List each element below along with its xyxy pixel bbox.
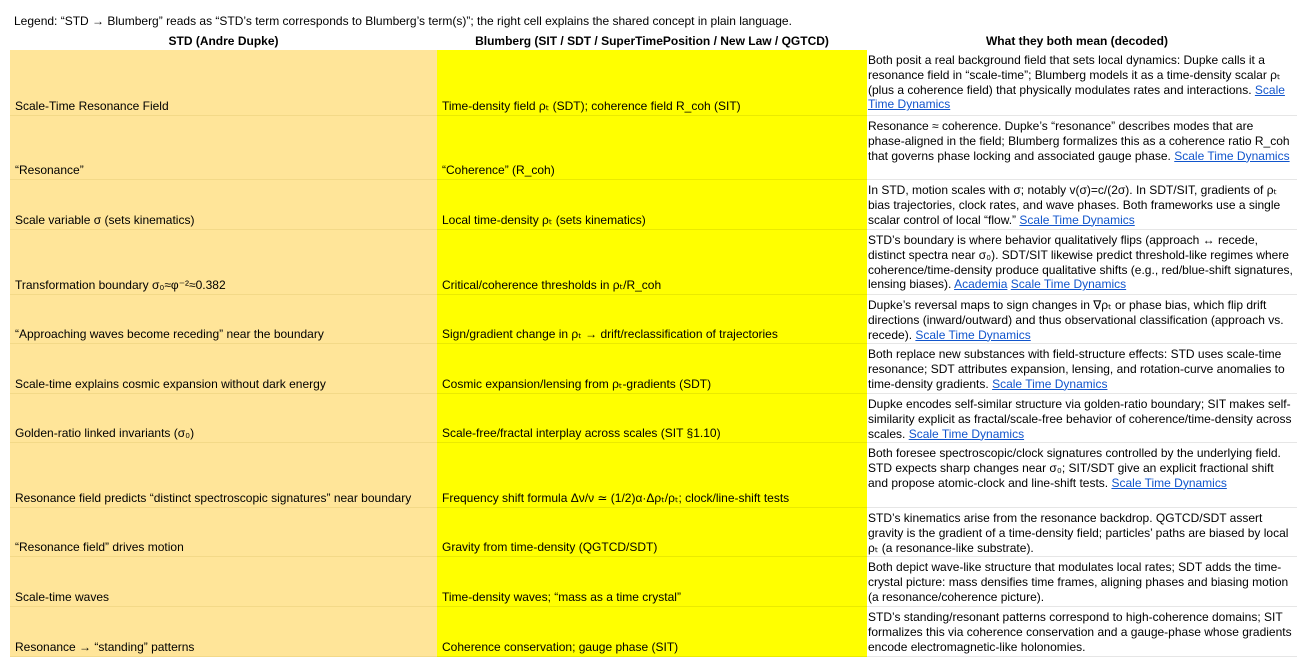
meaning-text: STD’s standing/resonant patterns correspond to high-coherence domains; SIT formalizes this via coherence conservation and a gauge-phase whose gradients encode electromagnetic-like holonomies. xyxy=(868,610,1292,654)
meaning-text: Resonance ≈ coherence. Dupke’s “resonance” describes modes that are phase-aligned in the field; Blumberg formalizes this as a coherence ratio R_coh that governs phase locking and associated gauge phase. xyxy=(868,119,1290,163)
table-row xyxy=(0,443,1300,508)
meaning-cell xyxy=(867,295,1297,344)
comparison-table xyxy=(0,50,1300,657)
std-term-cell: Scale-Time Resonance Field xyxy=(10,50,437,116)
table-row xyxy=(0,180,1300,230)
blumberg-term-cell: Sign/gradient change in ρₜ → drift/reclassification of trajectories xyxy=(437,295,867,344)
header-std: STD (Andre Dupke) xyxy=(168,34,279,48)
blumberg-term-cell: Time-density waves; “mass as a time crystal” xyxy=(437,557,867,607)
table-row xyxy=(0,230,1300,295)
source-link[interactable]: Scale Time Dynamics xyxy=(1010,277,1127,292)
source-link[interactable]: Academia xyxy=(954,277,1008,292)
meaning-cell xyxy=(867,508,1297,557)
std-term-cell: Scale variable σ (sets kinematics) xyxy=(10,180,437,230)
meaning-cell xyxy=(867,443,1297,508)
table-row xyxy=(0,508,1300,557)
source-link[interactable]: Scale Time Dynamics xyxy=(908,426,1025,441)
std-term-cell: Resonance field predicts “distinct spectroscopic signatures” near boundary xyxy=(10,443,437,508)
meaning-cell xyxy=(867,344,1297,394)
source-link[interactable]: Scale Time Dynamics xyxy=(1019,212,1135,227)
std-term-cell: Golden-ratio linked invariants (σ₀) xyxy=(10,394,437,443)
std-term-cell: “Resonance field” drives motion xyxy=(10,508,437,557)
std-term-cell: Transformation boundary σ₀≈φ⁻²≈0.382 xyxy=(10,230,437,295)
meaning-cell xyxy=(867,116,1297,180)
meaning-cell xyxy=(867,180,1297,230)
table-row xyxy=(0,557,1300,607)
source-link[interactable]: Scale Time Dynamics xyxy=(868,82,1285,112)
source-link[interactable]: Scale Time Dynamics xyxy=(1111,475,1227,490)
meaning-cell xyxy=(867,50,1297,116)
blumberg-term-cell: Coherence conservation; gauge phase (SIT) xyxy=(437,607,867,657)
meaning-text: Both foresee spectroscopic/clock signatures controlled by the underlying field. STD expects sharp changes near σ₀; SIT/SDT give an explicit fractional shift and propose atomic-clock and line-shift tests. xyxy=(868,446,1281,490)
blumberg-term-cell: Critical/coherence thresholds in ρₜ/R_coh xyxy=(437,230,867,295)
source-link[interactable]: Scale Time Dynamics xyxy=(1174,148,1290,163)
blumberg-term-cell: Cosmic expansion/lensing from ρₜ-gradients (SDT) xyxy=(437,344,867,394)
table-row xyxy=(0,295,1300,344)
meaning-text: In STD, motion scales with σ; notably v(σ)=c/(2σ). In SDT/SIT, gradients of ρₜ bias trajectories, clock rates, and wave phases. Both frameworks use a single scalar control of local “flow.” xyxy=(868,183,1281,227)
meaning-text: Both depict wave-like structure that modulates local rates; SDT adds the time-crystal picture: mass densifies time frames, aligning phases and biasing motion (a resonance/coherence picture). xyxy=(868,560,1289,604)
meaning-text: Dupke encodes self-similar structure via golden-ratio boundary; SIT makes self-similarity explicit as fractal/scale-free behavior of coherence/time-density across scales. xyxy=(868,397,1292,441)
table-row xyxy=(0,394,1300,443)
legend-text: Legend: “STD → Blumberg” reads as “STD’s term corresponds to Blumberg’s term(s)”; the right cell explains the shared concept in plain language. xyxy=(14,14,792,28)
blumberg-term-cell: Gravity from time-density (QGTCD/SDT) xyxy=(437,508,867,557)
blumberg-term-cell: “Coherence” (R_coh) xyxy=(437,116,867,180)
blumberg-term-cell: Frequency shift formula Δν/ν ≃ (1/2)α·Δρₜ/ρₜ; clock/line-shift tests xyxy=(437,443,867,508)
meaning-text: Both posit a real background field that sets local dynamics: Dupke calls it a resonance field in “scale-time”; Blumberg models it as a time-density scalar ρₜ (plus a coherence field) that physically modulates rates and interactions. xyxy=(868,53,1281,97)
table-row xyxy=(0,50,1300,116)
header-meaning: What they both mean (decoded) xyxy=(985,34,1168,48)
std-term-cell: Scale-time waves xyxy=(10,557,437,607)
source-link[interactable]: Scale Time Dynamics xyxy=(992,376,1108,391)
meaning-text: STD’s kinematics arise from the resonance backdrop. QGTCD/SDT assert gravity is the gradient of a time-density field; particles’ paths are biased by local ρₜ (a resonance-like substrate). xyxy=(868,511,1289,555)
std-term-cell: “Resonance” xyxy=(10,116,437,180)
table-row xyxy=(0,344,1300,394)
source-link[interactable]: Scale Time Dynamics xyxy=(915,327,1031,342)
blumberg-term-cell: Time-density field ρₜ (SDT); coherence field R_coh (SIT) xyxy=(437,50,867,116)
meaning-cell xyxy=(867,557,1297,607)
std-term-cell: Scale-time explains cosmic expansion without dark energy xyxy=(10,344,437,394)
header-blumberg: Blumberg (SIT / SDT / SuperTimePosition / New Law / QGTCD) xyxy=(475,34,829,48)
table-header xyxy=(0,34,1300,50)
std-term-cell: Resonance → “standing” patterns xyxy=(10,607,437,657)
meaning-text: Dupke’s reversal maps to sign changes in ∇ρₜ or phase bias, which flip drift directions (inward/outward) and thus observational classification (approach vs. recede). xyxy=(868,298,1284,342)
std-term-cell: “Approaching waves become receding” near the boundary xyxy=(10,295,437,344)
meaning-cell xyxy=(867,230,1297,295)
meaning-text: STD’s boundary is where behavior qualitatively flips (approach ↔ recede, distinct spectra near σ₀). SDT/SIT likewise predict threshold-like regimes where coherence/time-density produce qualitative shifts (e.g., red/blue-shift signatures, lensing biases). xyxy=(868,233,1293,292)
meaning-cell xyxy=(867,394,1297,443)
blumberg-term-cell: Local time-density ρₜ (sets kinematics) xyxy=(437,180,867,230)
meaning-text: Both replace new substances with field-structure effects: STD uses scale-time resonance; SDT attributes expansion, lensing, and rotation-curve anomalies to time-density gradients. xyxy=(868,347,1285,391)
blumberg-term-cell: Scale-free/fractal interplay across scales (SIT §1.10) xyxy=(437,394,867,443)
table-row xyxy=(0,116,1300,180)
